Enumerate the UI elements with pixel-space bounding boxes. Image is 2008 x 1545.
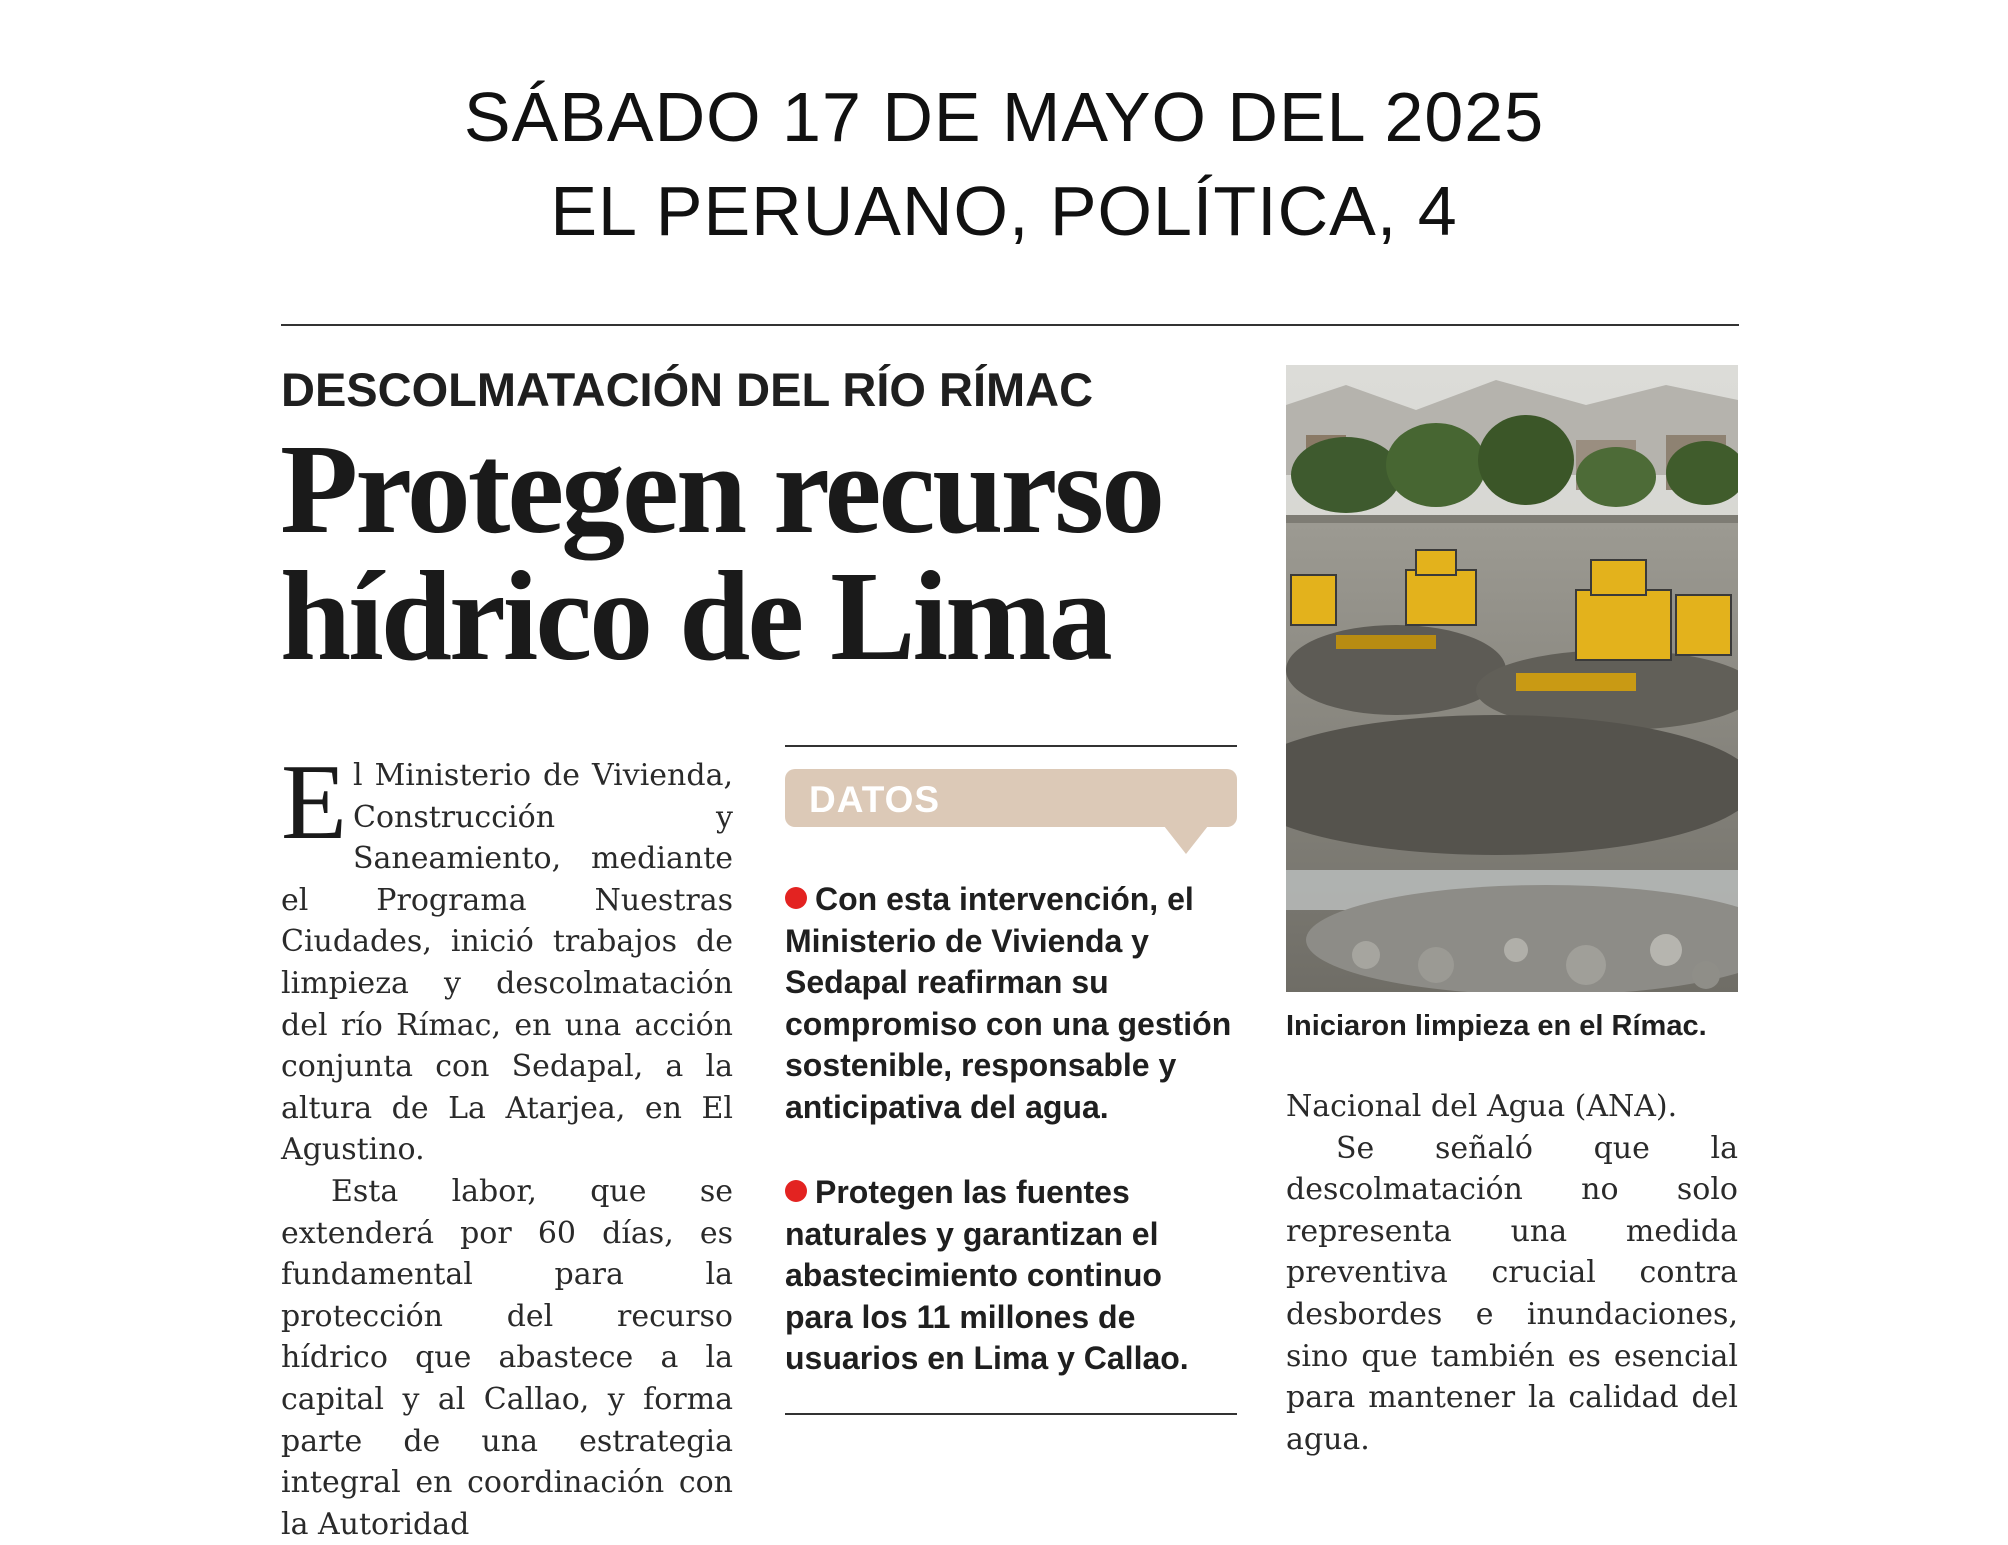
article-column-1 xyxy=(281,743,733,1545)
headline-line-1: Protegen recurso xyxy=(280,418,1163,560)
datos-header-box xyxy=(785,769,1237,827)
article-paragraph-3: Nacional del Agua (ANA). xyxy=(1286,1089,1678,1124)
article-photo xyxy=(1286,365,1738,992)
article-paragraph-1 xyxy=(281,743,733,1171)
article-paragraph-2: Esta labor, que se extenderá por 60 días, es fundamental para la protección del recurso hídrico que abastece a la capital y al Callao, y forma parte de una estrategia integral en coordinación con la Autoridad xyxy=(281,1173,733,1542)
datos-item xyxy=(785,879,1237,1128)
datos-item-text: Protegen las fuentes naturales y garantizan el abastecimiento continuo para los 11 millones de usuarios en Lima y Callao. xyxy=(785,1174,1189,1376)
article-column-3 xyxy=(1286,1086,1738,1460)
header-date-line: SÁBADO 17 DE MAYO DEL 2025 xyxy=(463,78,1545,156)
photo-caption: Iniciaron limpieza en el Rímac. xyxy=(1286,1010,1707,1042)
article-headline xyxy=(280,418,1240,687)
datos-item xyxy=(785,1172,1237,1380)
article-kicker: DESCOLMATACIÓN DEL RÍO RÍMAC xyxy=(281,363,1094,416)
datos-label: DATOS xyxy=(809,779,941,820)
article-paragraph-4: Se señaló que la descolmatación no solo representa una medida preventiva crucial contra desbordes e inundaciones, sino que también es esencial para mantener la calidad del agua. xyxy=(1286,1130,1738,1457)
datos-box-pointer xyxy=(1164,826,1208,854)
bullet-dot-icon xyxy=(785,1180,807,1202)
top-divider xyxy=(281,324,1739,326)
datos-top-rule xyxy=(785,745,1237,747)
headline-line-2: hídrico de Lima xyxy=(280,545,1110,687)
bullet-dot-icon xyxy=(785,887,807,909)
page-header xyxy=(0,70,2008,258)
paragraph-1-text: l Ministerio de Vivienda, Construcción y Saneamiento, mediante el Programa Nuestras Ciudades, inició trabajos de limpieza y descolmatación del río Rímac, en una acción conjunta con Sedapal, a la altura de La Atarjea, en El Agustino. xyxy=(281,758,733,1168)
header-source-line: EL PERUANO, POLÍTICA, 4 xyxy=(550,172,1458,250)
datos-item-text: Con esta intervención, el Ministerio de Vivienda y Sedapal reafirman su compromiso con una gestión sostenible, responsable y anticipativa del agua. xyxy=(785,881,1232,1125)
drop-cap: E xyxy=(281,743,347,862)
datos-bottom-rule xyxy=(785,1413,1237,1415)
